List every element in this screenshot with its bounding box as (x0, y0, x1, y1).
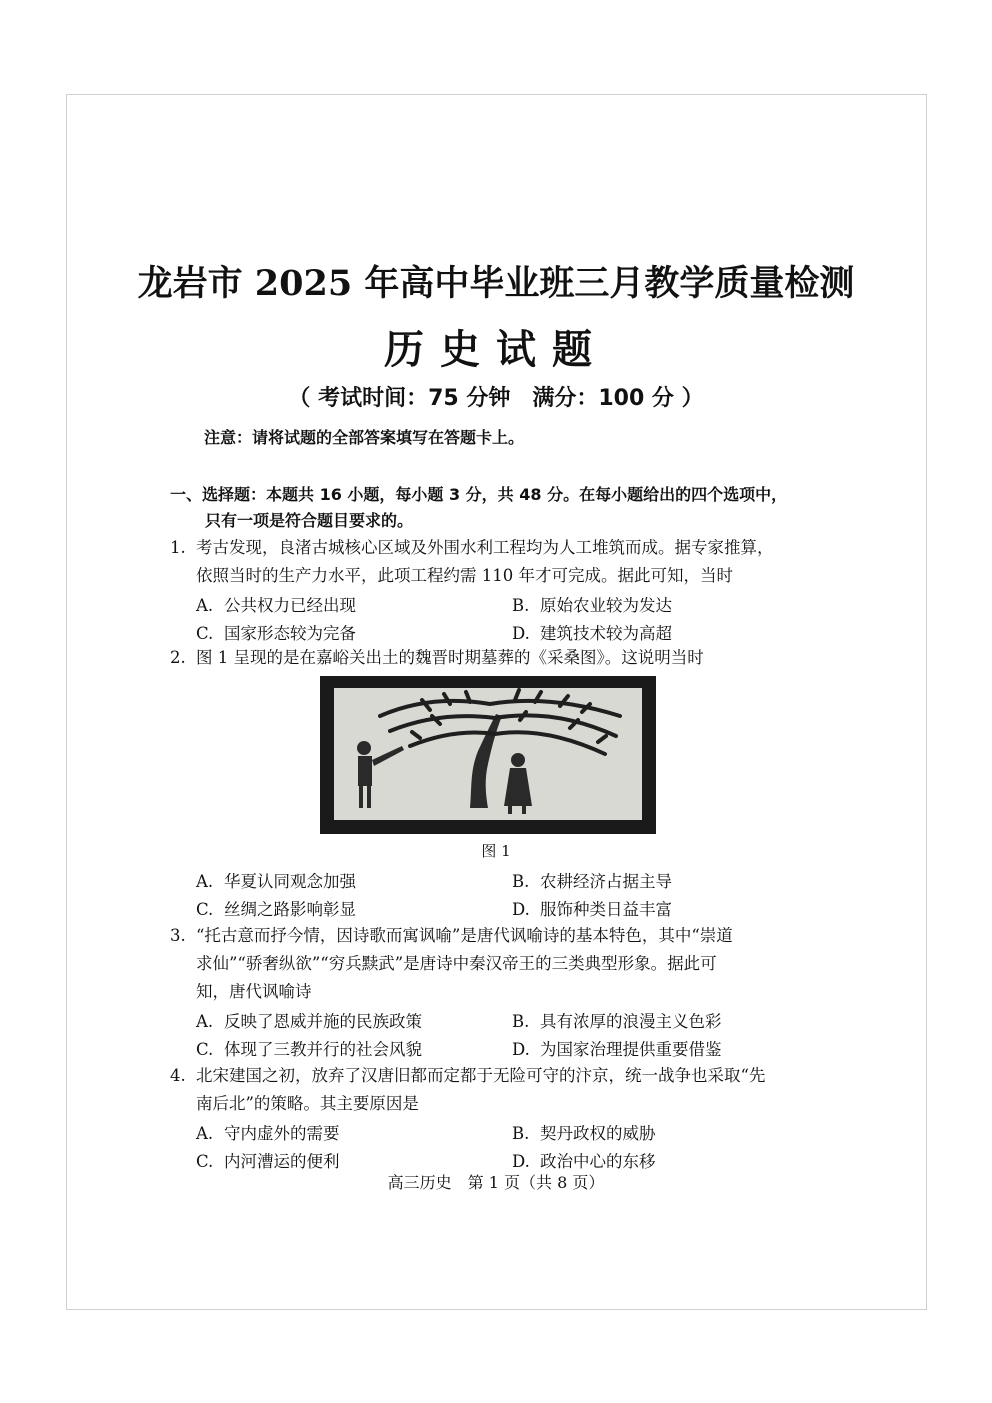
option-letter: B. (512, 872, 530, 891)
option-4b (512, 1120, 656, 1144)
question-2 (170, 644, 704, 672)
option-4d (512, 1148, 656, 1172)
section-heading (170, 482, 787, 534)
question-4 (170, 1062, 765, 1118)
option-letter: C. (196, 624, 214, 643)
option-text: 守内虚外的需要 (224, 1124, 340, 1143)
section-line-1: 一、选择题：本题共 16 小题，每小题 3 分，共 48 分。在每小题给出的四个选项中， (170, 485, 788, 504)
option-2d (512, 896, 672, 920)
option-letter: A. (196, 1012, 214, 1031)
option-letter: C. (196, 1152, 214, 1171)
question-text-line: 知，唐代讽喻诗 (196, 982, 312, 1001)
option-text: 国家形态较为完备 (224, 624, 356, 643)
question-text-line: 北宋建国之初，放弃了汉唐旧都而定都于无险可守的汴京，统一战争也采取“先 (196, 1066, 766, 1085)
option-text: 农耕经济占据主导 (540, 872, 672, 891)
option-2a (196, 868, 356, 892)
option-letter: D. (512, 900, 530, 919)
option-2c (196, 896, 356, 920)
question-text-line: 南后北”的策略。其主要原因是 (196, 1094, 419, 1113)
option-text: 政治中心的东移 (540, 1152, 656, 1171)
question-text-line: 依照当时的生产力水平，此项工程约需 110 年才可完成。据此可知，当时 (196, 566, 733, 585)
question-1 (170, 534, 774, 590)
option-1b (512, 592, 672, 616)
exam-info: （ 考试时间：75 分钟 满分：100 分 ） (288, 386, 704, 411)
option-letter: D. (512, 624, 530, 643)
option-text: 华夏认同观念加强 (224, 872, 356, 891)
exam-title: 龙岩市 2025 年高中毕业班三月教学质量检测 (137, 263, 855, 304)
figure-caption: 图 1 (481, 842, 511, 860)
option-1d (512, 620, 672, 644)
option-text: 为国家治理提供重要借鉴 (540, 1040, 722, 1059)
question-number: 1. (170, 538, 186, 557)
option-2b (512, 868, 672, 892)
option-letter: D. (512, 1040, 530, 1059)
option-1c (196, 620, 356, 644)
option-text: 体现了三教并行的社会风貌 (224, 1040, 422, 1059)
option-3c (196, 1036, 422, 1060)
option-text: 丝绸之路影响彰显 (224, 900, 356, 919)
option-3b (512, 1008, 722, 1032)
option-3d (512, 1036, 722, 1060)
option-text: 服饰种类日益丰富 (540, 900, 672, 919)
page-footer: 高三历史 第 1 页（共 8 页） (387, 1173, 605, 1192)
option-4a (196, 1120, 340, 1144)
option-4c (196, 1148, 340, 1172)
option-1a (196, 592, 356, 616)
question-3 (170, 922, 733, 1006)
question-text-line: 图 1 呈现的是在嘉峪关出土的魏晋时期墓葬的《采桑图》。这说明当时 (196, 648, 704, 667)
option-letter: A. (196, 1124, 214, 1143)
option-text: 具有浓厚的浪漫主义色彩 (540, 1012, 722, 1031)
question-text-line: “托古意而抒今情，因诗歌而寓讽喻”是唐代讽喻诗的基本特色，其中“崇道 (196, 926, 733, 945)
option-text: 建筑技术较为高超 (540, 624, 672, 643)
option-letter: B. (512, 596, 530, 615)
option-letter: A. (196, 872, 214, 891)
exam-notice: 注意：请将试题的全部答案填写在答题卡上。 (204, 428, 525, 447)
subject-title: 历史试题 (384, 326, 608, 373)
question-text-line: 求仙”“骄奢纵欲”“穷兵黩武”是唐诗中秦汉帝王的三类典型形象。据此可 (196, 954, 717, 973)
option-3a (196, 1008, 422, 1032)
option-letter: C. (196, 900, 214, 919)
option-letter: B. (512, 1012, 530, 1031)
option-letter: C. (196, 1040, 214, 1059)
section-line-2: 只有一项是符合题目要求的。 (205, 511, 414, 530)
option-letter: D. (512, 1152, 530, 1171)
option-text: 反映了恩威并施的民族政策 (224, 1012, 422, 1031)
option-text: 契丹政权的威胁 (540, 1124, 656, 1143)
question-text-line: 考古发现，良渚古城核心区域及外围水利工程均为人工堆筑而成。据专家推算， (196, 538, 774, 557)
option-letter: B. (512, 1124, 530, 1143)
mural-figure-image (320, 676, 656, 834)
option-text: 公共权力已经出现 (224, 596, 356, 615)
question-number: 3. (170, 926, 186, 945)
option-letter: A. (196, 596, 214, 615)
question-number: 2. (170, 648, 186, 667)
option-text: 原始农业较为发达 (540, 596, 672, 615)
option-text: 内河漕运的便利 (224, 1152, 340, 1171)
question-number: 4. (170, 1066, 186, 1085)
